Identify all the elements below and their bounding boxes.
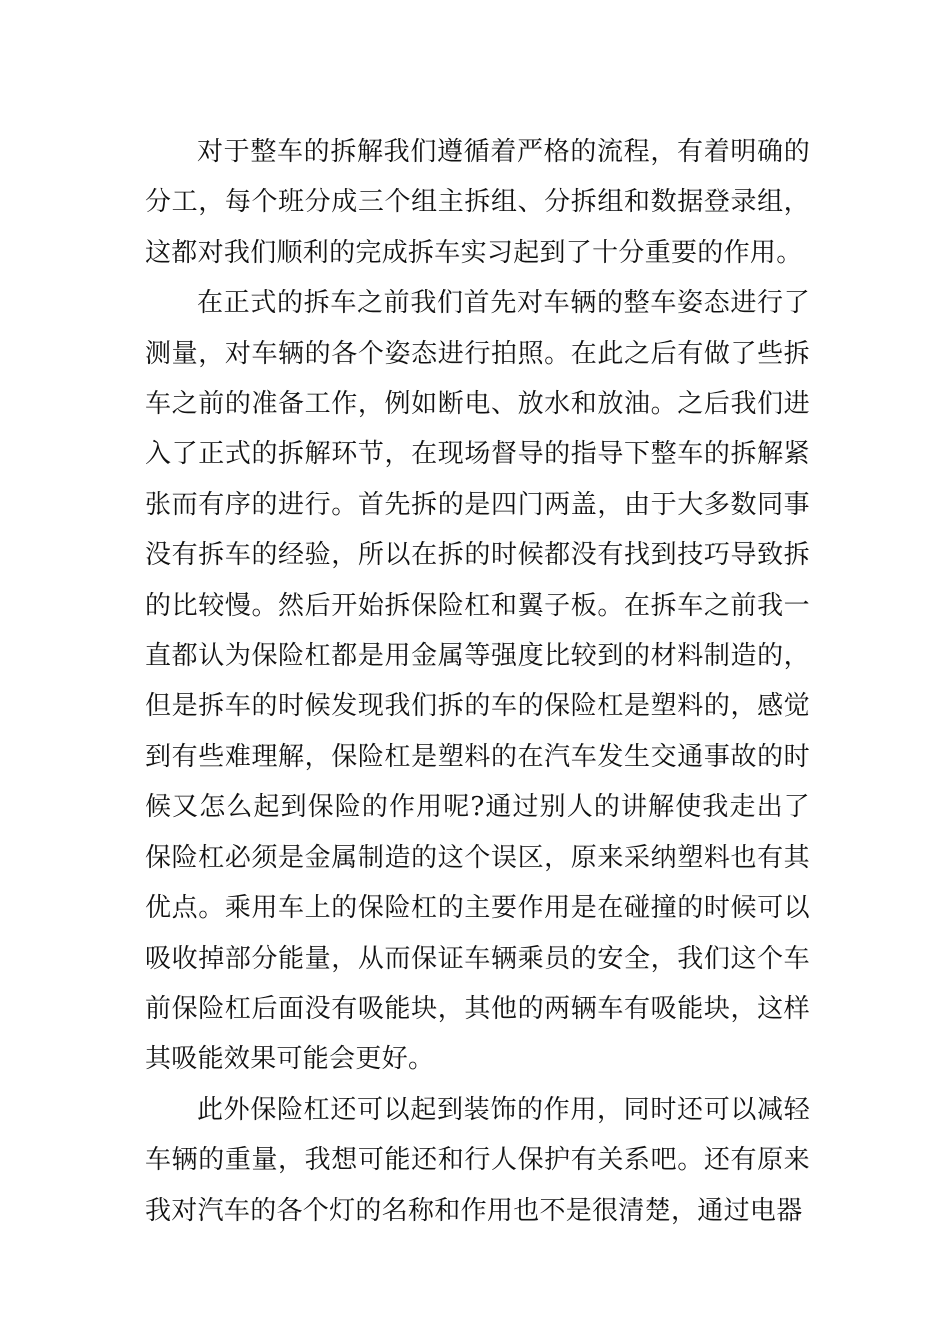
paragraph-1: 对于整车的拆解我们遵循着严格的流程，有着明确的分工，每个班分成三个组主拆组、分拆组和数据登录组，这都对我们顺利的完成拆车实习起到了十分重要的作用。 — [145, 137, 810, 268]
paragraph-2: 在正式的拆车之前我们首先对车辆的整车姿态进行了测量，对车辆的各个姿态进行拍照。在此之后有做了些拆车之前的准备工作，例如断电、放水和放油。之后我们进入了正式的拆解环节，在现场督导的指导下整车的拆解紧张而有序的进行。首先拆的是四门两盖，由于大多数同事没有拆车的经验，所以在拆的时候都没有找到技巧导致拆的比较慢。然后开始拆保险杠和翼子板。在拆车之前我一直都认为保险杠都是用金属等强度比较到的材料制造的，但是拆车的时候发现我们拆的车的保险杠是塑料的，感觉到有些难理解，保险杠是塑料的在汽车发生交通事故的时候又怎么起到保险的作用呢?通过别人的讲解使我走出了保险杠必须是金属制造的这个误区，原来采纳塑料也有其优点。乘用车上的保险杠的主要作用是在碰撞的时候可以吸收掉部分能量，从而保证车辆乘员的安全，我们这个车前保险杠后面没有吸能块，其他的两辆车有吸能块，这样其吸能效果可能会更好。 — [145, 288, 810, 1075]
body-text — [145, 127, 810, 1236]
paragraph-3: 此外保险杠还可以起到装饰的作用，同时还可以减轻车辆的重量，我想可能还和行人保护有关系吧。还有原来我对汽车的各个灯的名称和作用也不是很清楚，通过电器 — [145, 1094, 810, 1226]
